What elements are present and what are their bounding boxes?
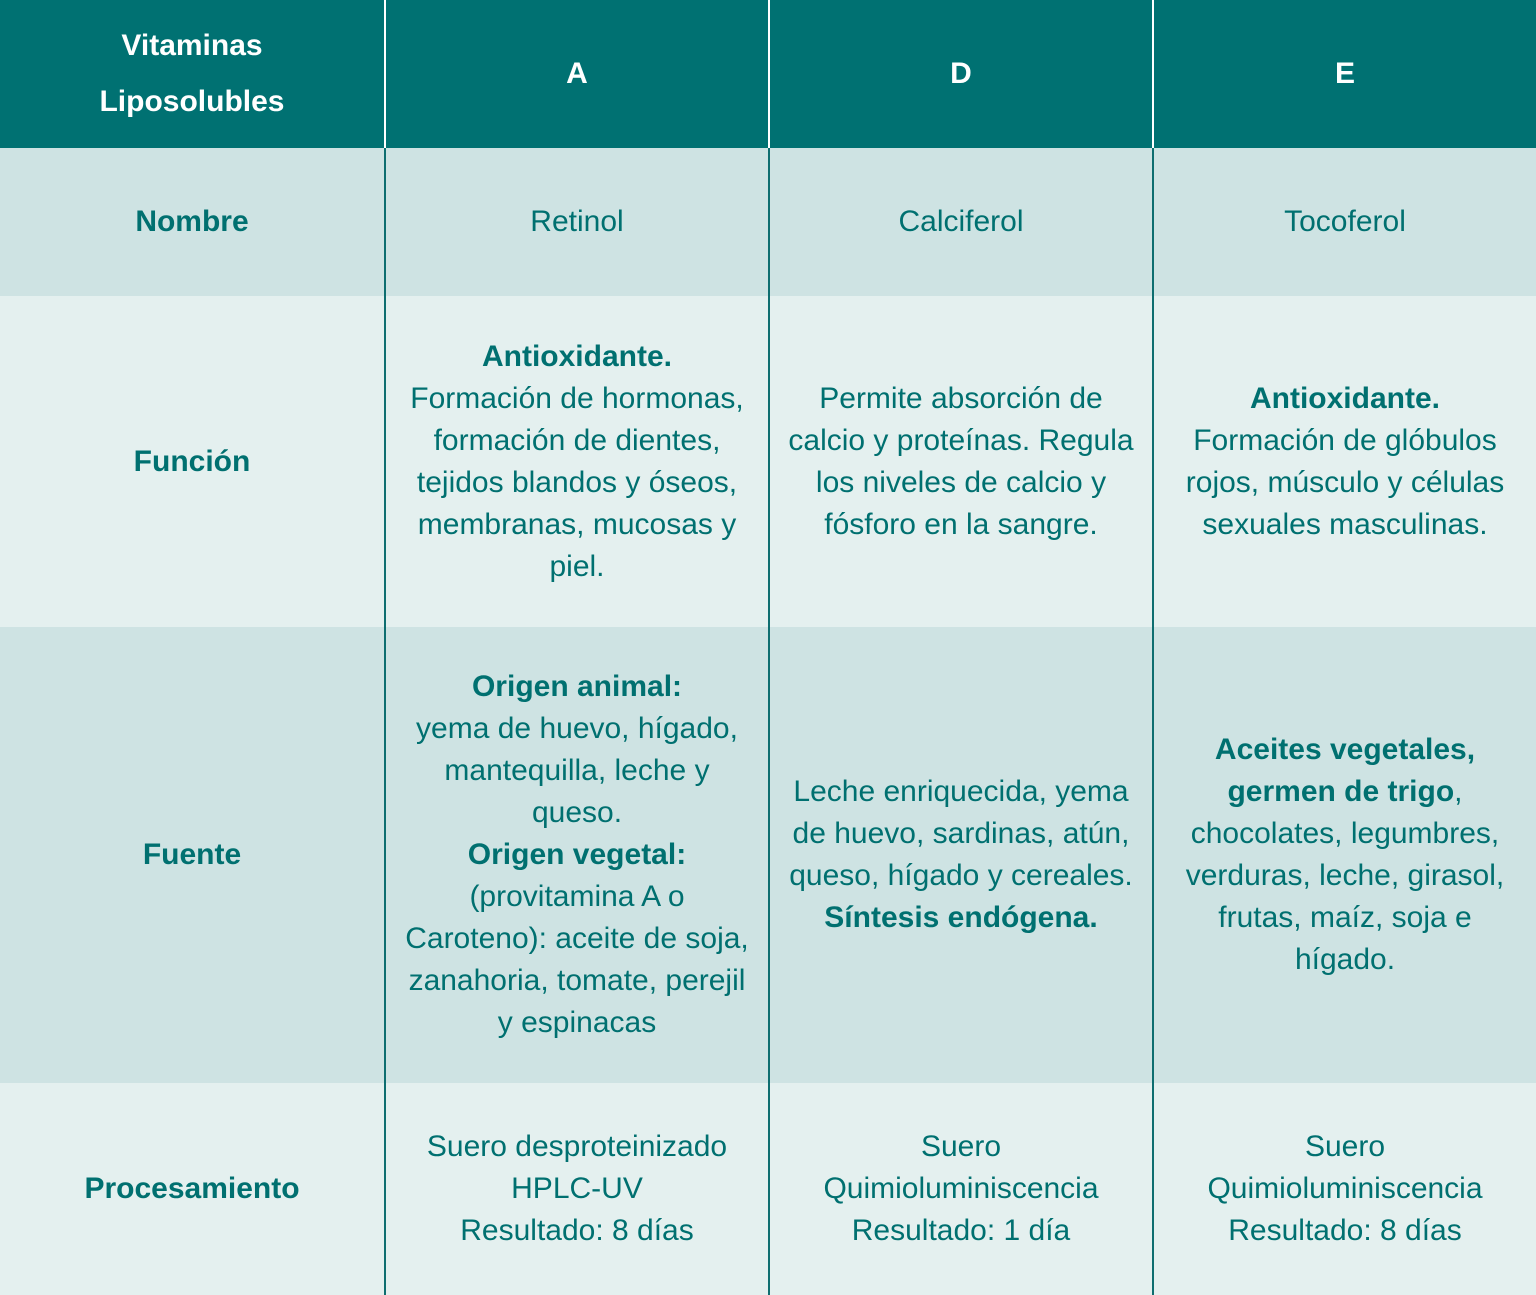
nombre-e: Tocoferol (1153, 148, 1536, 296)
fuente-a-vegetal-text: (provitamina A o Caroteno): aceite de soja, zanahoria, tomate, perejil y espinacas (405, 880, 749, 1039)
row-fuente (0, 627, 1536, 1083)
nombre-a: Retinol (385, 148, 769, 296)
procesamiento-e-line: Quimioluminiscencia (1207, 1172, 1483, 1205)
procesamiento-d-line: Suero (920, 1130, 1002, 1163)
header-row (0, 0, 1536, 148)
fuente-e (1153, 627, 1536, 1083)
funcion-d-text: Permite absorción de calcio y proteínas. Regula los niveles de calcio y fósforo en la sangre. (788, 381, 1134, 541)
procesamiento-a-line: Suero desproteinizado (426, 1130, 728, 1163)
procesamiento-e-line: Suero (1304, 1130, 1386, 1163)
funcion-d (769, 296, 1153, 627)
header-col-a: A (385, 0, 769, 148)
procesamiento-d (769, 1083, 1153, 1295)
fuente-a-animal-text: yema de huevo, hígado, mantequilla, leche y queso. (416, 712, 738, 829)
row-funcion (0, 296, 1536, 627)
procesamiento-d-line: Quimioluminiscencia (823, 1172, 1099, 1205)
fuente-e-bold: Aceites vegetales, germen de trigo (1214, 733, 1476, 808)
fuente-d-bold: Síntesis endógena. (824, 901, 1098, 934)
fuente-a-vegetal-title: Origen vegetal: (467, 838, 687, 871)
funcion-e-bold: Antioxidante. (1249, 381, 1440, 415)
header-col-e: E (1153, 0, 1536, 148)
row-procesamiento (0, 1083, 1536, 1295)
fuente-e-text: , chocolates, legumbres, verduras, leche, girasol, frutas, maíz, soja e hígado. (1185, 775, 1505, 976)
funcion-e (1153, 296, 1536, 627)
row-label-procesamiento: Procesamiento (0, 1083, 385, 1295)
row-label-funcion: Función (0, 296, 385, 627)
funcion-e-text: Formación de glóbulos rojos, músculo y células sexuales masculinas. (1185, 423, 1505, 541)
fuente-a (385, 627, 769, 1083)
procesamiento-a-line: HPLC-UV (511, 1172, 643, 1205)
header-row-label-text: Vitaminas Liposolubles (99, 29, 285, 118)
procesamiento-d-line: Resultado: 1 día (851, 1214, 1071, 1247)
procesamiento-e-line: Resultado: 8 días (1228, 1214, 1462, 1247)
funcion-a (385, 296, 769, 627)
fuente-a-animal-title: Origen animal: (471, 670, 683, 703)
funcion-a-text: Formación de hormonas, formación de dientes, tejidos blandos y óseos, membranas, mucosas y piel. (410, 381, 744, 583)
row-label-fuente: Fuente (0, 627, 385, 1083)
funcion-a-bold: Antioxidante. (481, 339, 672, 373)
procesamiento-e (1153, 1083, 1536, 1295)
row-label-nombre: Nombre (0, 148, 385, 296)
header-row-label (0, 0, 385, 148)
row-nombre (0, 148, 1536, 296)
fuente-d (769, 627, 1153, 1083)
procesamiento-a-line: Resultado: 8 días (460, 1214, 694, 1247)
nombre-d: Calciferol (769, 148, 1153, 296)
fuente-d-text: Leche enriquecida, yema de huevo, sardinas, atún, queso, hígado y cereales. (789, 775, 1133, 892)
procesamiento-a (385, 1083, 769, 1295)
header-col-d: D (769, 0, 1153, 148)
